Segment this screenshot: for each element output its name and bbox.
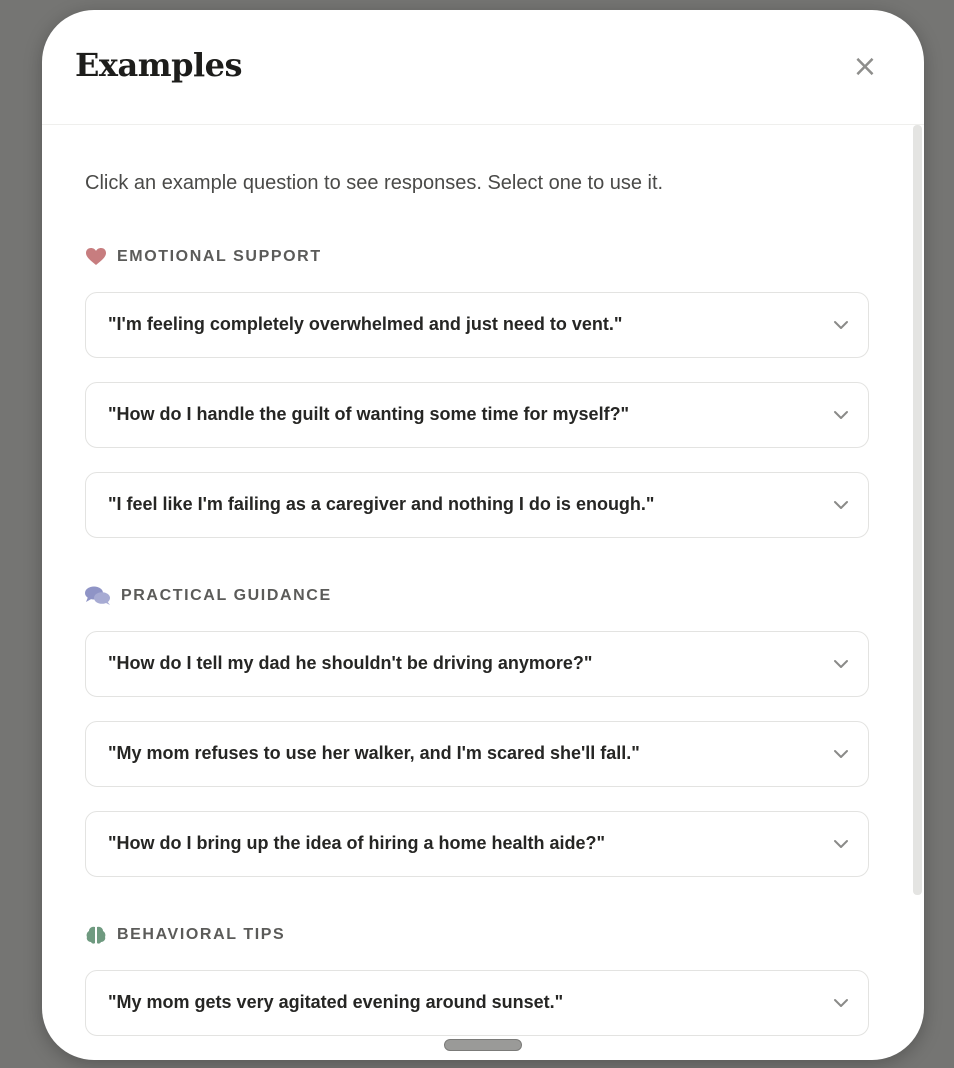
example-question[interactable] [85,721,869,787]
example-question[interactable] [85,631,869,697]
question-text: "My mom gets very agitated evening around sunset." [108,992,564,1012]
section-heading-emotional-support [85,245,322,269]
section-heading-practical-guidance [85,584,332,608]
modal-header [42,10,924,125]
question-text: "How do I tell my dad he shouldn't be driving anymore?" [108,653,593,673]
example-question[interactable] [85,472,869,538]
section-label: BEHAVIORAL TIPS [117,926,286,943]
example-question[interactable] [85,382,869,448]
chat-bubbles-icon [85,585,111,607]
examples-modal [42,10,924,1060]
chevron-down-icon [832,408,850,422]
brain-icon [85,924,107,946]
heart-icon [85,246,107,268]
question-text: "My mom refuses to use her walker, and I'm scared she'll fall." [108,743,640,763]
section-heading-behavioral-tips [85,923,285,947]
chevron-down-icon [832,498,850,512]
chevron-down-icon [832,996,850,1010]
question-text: "I feel like I'm failing as a caregiver and nothing I do is enough." [108,494,655,514]
chevron-down-icon [832,837,850,851]
question-text: "How do I bring up the idea of hiring a home health aide?" [108,833,606,853]
modal-title: Examples [75,46,242,84]
example-question[interactable] [85,292,869,358]
scrollbar[interactable] [913,125,922,895]
drag-handle[interactable] [444,1039,522,1051]
section-label: PRACTICAL GUIDANCE [121,587,332,604]
question-text: "I'm feeling completely overwhelmed and just need to vent." [108,314,623,334]
chevron-down-icon [832,747,850,761]
intro-text: Click an example question to see responses. Select one to use it. [85,172,664,194]
example-question[interactable] [85,970,869,1036]
close-button[interactable]: × [848,50,882,84]
question-text: "How do I handle the guilt of wanting some time for myself?" [108,404,630,424]
example-question[interactable] [85,811,869,877]
section-label: EMOTIONAL SUPPORT [117,248,322,265]
chevron-down-icon [832,657,850,671]
chevron-down-icon [832,318,850,332]
